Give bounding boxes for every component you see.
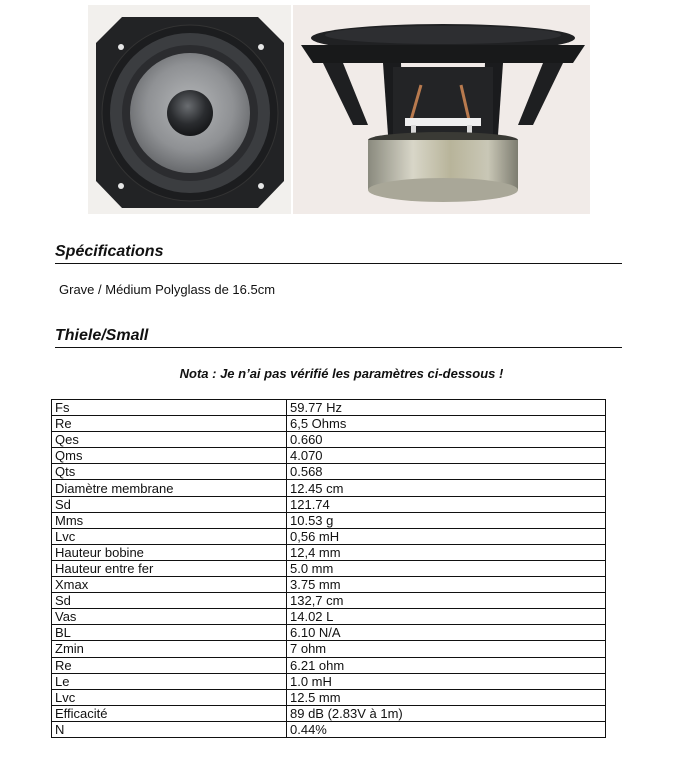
table-row xyxy=(52,480,606,496)
table-row xyxy=(52,496,606,512)
parameter-name: Fs xyxy=(52,400,287,416)
speaker-side-photo xyxy=(293,5,590,214)
parameter-value: 12.45 cm xyxy=(287,480,606,496)
parameter-name: Lvc xyxy=(52,689,287,705)
table-row xyxy=(52,721,606,737)
table-row xyxy=(52,448,606,464)
table-row xyxy=(52,400,606,416)
speaker-front-photo xyxy=(88,5,291,214)
parameter-value: 4.070 xyxy=(287,448,606,464)
parameter-name: Efficacité xyxy=(52,705,287,721)
parameter-value: 0,56 mH xyxy=(287,528,606,544)
parameter-value: 6.21 ohm xyxy=(287,657,606,673)
parameter-value: 12.5 mm xyxy=(287,689,606,705)
parameter-name: Le xyxy=(52,673,287,689)
parameter-name: Mms xyxy=(52,512,287,528)
thiele-small-heading: Thiele/Small xyxy=(55,326,622,348)
table-row xyxy=(52,544,606,560)
parameter-value: 5.0 mm xyxy=(287,560,606,576)
parameter-value: 12,4 mm xyxy=(287,544,606,560)
parameter-name: Lvc xyxy=(52,528,287,544)
parameter-name: N xyxy=(52,721,287,737)
parameter-name: Qes xyxy=(52,432,287,448)
parameter-name: Hauteur bobine xyxy=(52,544,287,560)
table-row xyxy=(52,560,606,576)
table-row xyxy=(52,416,606,432)
table-row xyxy=(52,512,606,528)
parameter-value: 0.660 xyxy=(287,432,606,448)
speaker-front-image xyxy=(88,5,291,214)
parameter-value: 6,5 Ohms xyxy=(287,416,606,432)
parameter-name: Qms xyxy=(52,448,287,464)
parameter-name: Vas xyxy=(52,609,287,625)
parameter-value: 7 ohm xyxy=(287,641,606,657)
parameter-name: Re xyxy=(52,657,287,673)
table-row xyxy=(52,641,606,657)
parameter-value: 59.77 Hz xyxy=(287,400,606,416)
speaker-side-image xyxy=(293,5,590,214)
parameter-value: 3.75 mm xyxy=(287,577,606,593)
parameter-value: 6.10 N/A xyxy=(287,625,606,641)
parameter-name: Xmax xyxy=(52,577,287,593)
table-row xyxy=(52,464,606,480)
table-row xyxy=(52,593,606,609)
parameter-value: 1.0 mH xyxy=(287,673,606,689)
table-row xyxy=(52,609,606,625)
specifications-heading: Spécifications xyxy=(55,242,622,264)
verification-note: Nota : Je n’ai pas vérifié les paramètres ci-dessous ! xyxy=(179,366,504,381)
table-row xyxy=(52,625,606,641)
table-row xyxy=(52,689,606,705)
table-row xyxy=(52,528,606,544)
parameter-name: Hauteur entre fer xyxy=(52,560,287,576)
table-row xyxy=(52,705,606,721)
parameter-value: 89 dB (2.83V à 1m) xyxy=(287,705,606,721)
parameter-name: BL xyxy=(52,625,287,641)
parameter-value: 0.44% xyxy=(287,721,606,737)
parameter-name: Diamètre membrane xyxy=(52,480,287,496)
parameters-table-body xyxy=(52,400,606,738)
parameter-value: 132,7 cm xyxy=(287,593,606,609)
thiele-small-parameters-table xyxy=(51,399,606,738)
specifications-description: Grave / Médium Polyglass de 16.5cm xyxy=(59,282,276,297)
parameter-name: Zmin xyxy=(52,641,287,657)
parameter-value: 121.74 xyxy=(287,496,606,512)
parameter-value: 14.02 L xyxy=(287,609,606,625)
parameter-value: 10.53 g xyxy=(287,512,606,528)
parameter-name: Re xyxy=(52,416,287,432)
table-row xyxy=(52,657,606,673)
table-row xyxy=(52,432,606,448)
parameter-name: Sd xyxy=(52,496,287,512)
parameter-value: 0.568 xyxy=(287,464,606,480)
table-row xyxy=(52,577,606,593)
parameter-name: Qts xyxy=(52,464,287,480)
table-row xyxy=(52,673,606,689)
parameter-name: Sd xyxy=(52,593,287,609)
